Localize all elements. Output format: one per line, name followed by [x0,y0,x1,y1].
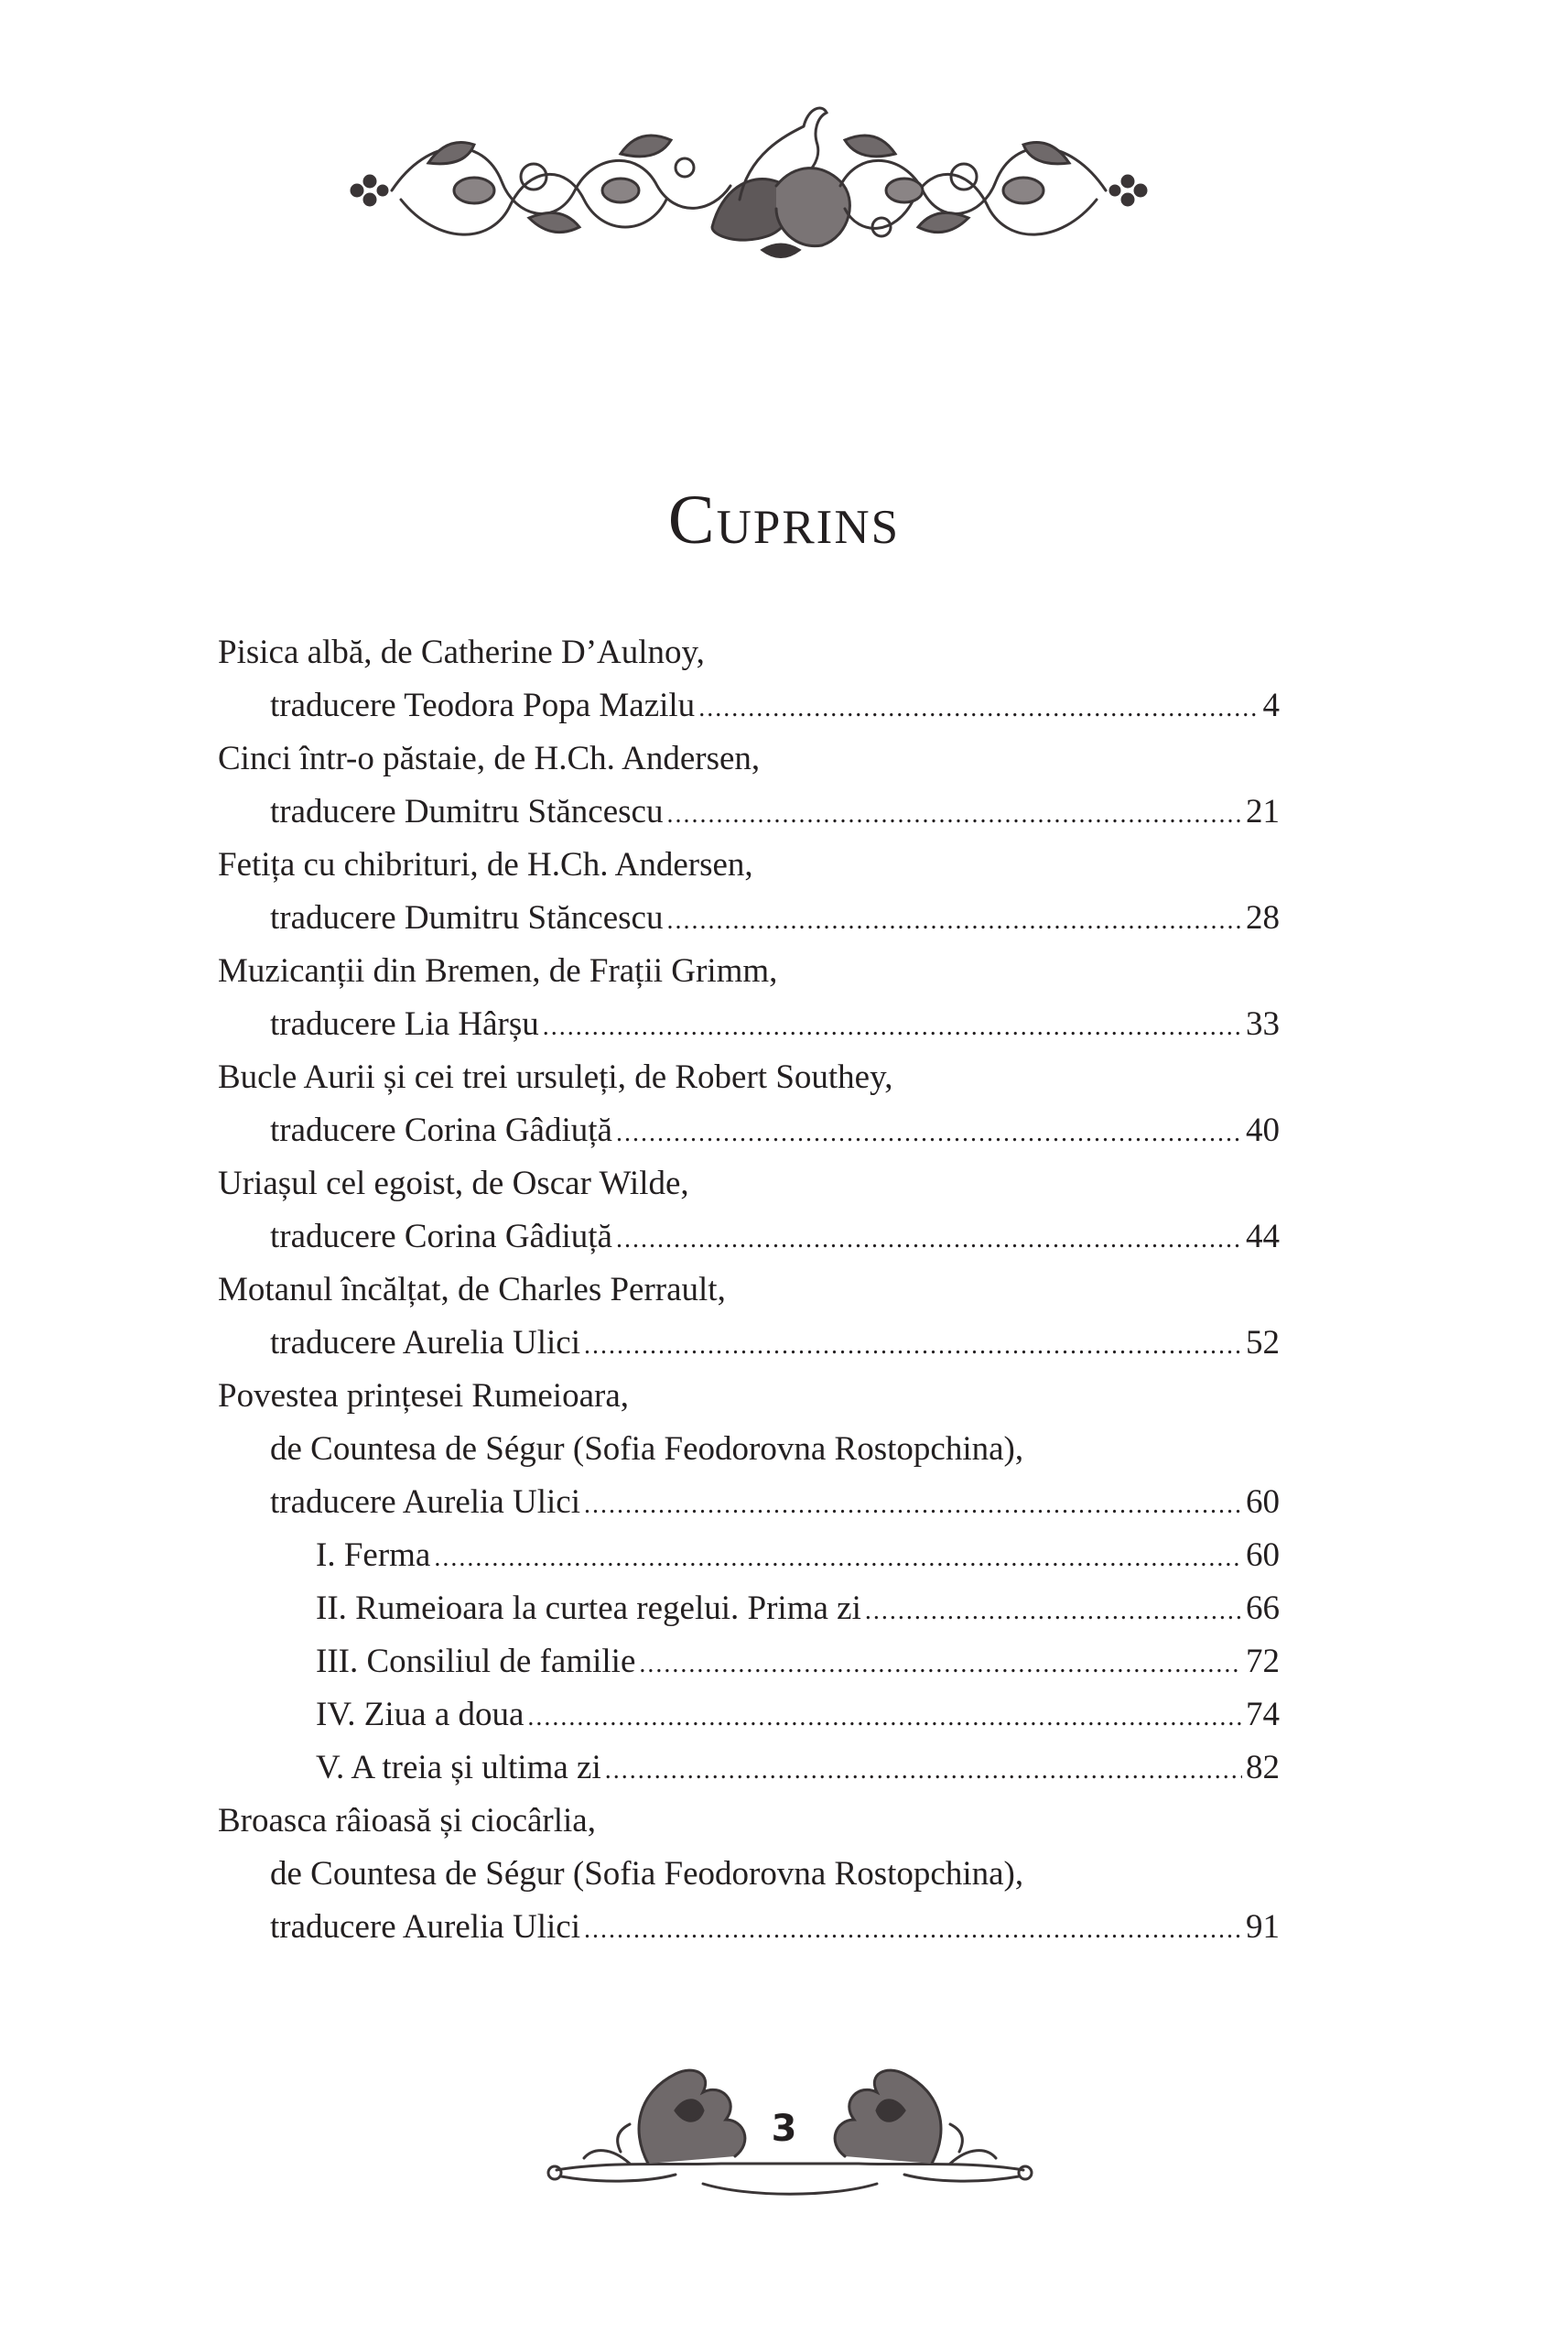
toc-entry-page: 28 [1246,899,1280,937]
toc-entry [218,1848,1280,1901]
toc-entry [218,626,1280,679]
toc-entry-page: 60 [1246,1536,1280,1574]
toc-entry-text: de Countesa de Ségur (Sofia Feodorovna Rostopchina), [270,1855,1024,1893]
page-number: 3 [771,2108,797,2150]
toc-entry-page: 4 [1262,687,1280,724]
toc-entry-text: V. A treia și ultima zi [316,1749,601,1786]
toc-entry-text: IV. Ziua a doua [316,1696,524,1733]
dot-leader [584,1904,1242,1957]
page-title: Cuprins [667,482,901,559]
toc-entry [218,1901,1280,1954]
toc-entry [218,1051,1280,1104]
dot-leader [527,1691,1242,1744]
toc-entry-text: Povestea prințesei Rumeioara, [218,1377,630,1415]
dot-leader [616,1107,1242,1160]
toc-entry-text: Pisica albă, de Catherine D’Aulnoy, [218,634,705,671]
dot-leader [543,1001,1242,1054]
dot-leader [434,1532,1242,1585]
toc-entry-page: 52 [1246,1324,1280,1362]
dot-leader [584,1479,1242,1532]
toc-entry-text: traducere Teodora Popa Mazilu [270,687,696,724]
toc-entry-page: 74 [1246,1696,1280,1733]
toc-entry-text: traducere Corina Gâdiuță [270,1218,612,1255]
toc-entry [218,945,1280,998]
toc-entry-text: traducere Lia Hârșu [270,1005,539,1043]
toc-entry-text: traducere Dumitru Stăncescu [270,899,664,937]
toc-entry-text: traducere Aurelia Ulici [270,1483,580,1521]
toc-entry-text: II. Rumeioara la curtea regelui. Prima zi [316,1590,861,1627]
toc-entry-page: 21 [1246,793,1280,830]
dot-leader [666,788,1242,841]
toc-entry-text: Bucle Aurii și cei trei ursuleți, de Robert Southey, [218,1058,893,1096]
toc-entry [218,1317,1280,1370]
dot-leader [865,1585,1242,1638]
toc-entry-page: 40 [1246,1112,1280,1149]
toc-entry-text: Cinci într-o păstaie, de H.Ch. Andersen, [218,740,761,777]
toc-entry-text: traducere Aurelia Ulici [270,1324,580,1362]
toc-entry [218,1423,1280,1476]
toc-entry [218,1210,1280,1264]
dot-leader [584,1319,1242,1373]
dot-leader [605,1744,1242,1797]
toc-entry [218,1476,1280,1529]
toc-entry [218,1742,1280,1795]
toc-entry-page: 91 [1246,1908,1280,1946]
toc-entry-text: traducere Aurelia Ulici [270,1908,580,1946]
toc-entry [218,1529,1280,1582]
toc-entry-text: Uriașul cel egoist, de Oscar Wilde, [218,1165,689,1202]
toc-entry-page: 33 [1246,1005,1280,1043]
toc-entry [218,732,1280,786]
toc-entry-page: 72 [1246,1643,1280,1680]
toc-entry [218,1635,1280,1688]
toc-entry-page: 60 [1246,1483,1280,1521]
toc-entry [218,1688,1280,1742]
toc-entry-text: de Countesa de Ségur (Sofia Feodorovna Rostopchina), [270,1430,1024,1468]
toc-entry [218,1582,1280,1635]
table-of-contents [218,626,1280,1954]
toc-entry [218,1157,1280,1210]
toc-entry-text: I. Ferma [316,1536,431,1574]
dot-leader [698,682,1259,735]
dot-leader [616,1213,1242,1266]
toc-entry-text: traducere Dumitru Stăncescu [270,793,664,830]
toc-entry-text: Motanul încălțat, de Charles Perrault, [218,1271,726,1308]
top-ornament-icon [346,99,1152,273]
toc-entry [218,892,1280,945]
toc-entry-text: Muzicanții din Bremen, de Frații Grimm, [218,952,778,990]
toc-entry [218,1795,1280,1848]
toc-entry-page: 66 [1246,1590,1280,1627]
toc-entry [218,998,1280,1051]
toc-entry [218,1104,1280,1157]
toc-entry-text: Fetița cu chibrituri, de H.Ch. Andersen, [218,846,753,884]
toc-entry [218,839,1280,892]
toc-entry [218,679,1280,732]
toc-entry [218,1370,1280,1423]
toc-entry-text: Broasca râioasă și ciocârlia, [218,1802,596,1839]
toc-entry-text: traducere Corina Gâdiuță [270,1112,612,1149]
toc-entry-page: 82 [1246,1749,1280,1786]
toc-entry-text: III. Consiliul de familie [316,1643,636,1680]
toc-entry [218,786,1280,839]
dot-leader [666,895,1242,948]
toc-entry [218,1264,1280,1317]
dot-leader [639,1638,1242,1691]
toc-entry-page: 44 [1246,1218,1280,1255]
